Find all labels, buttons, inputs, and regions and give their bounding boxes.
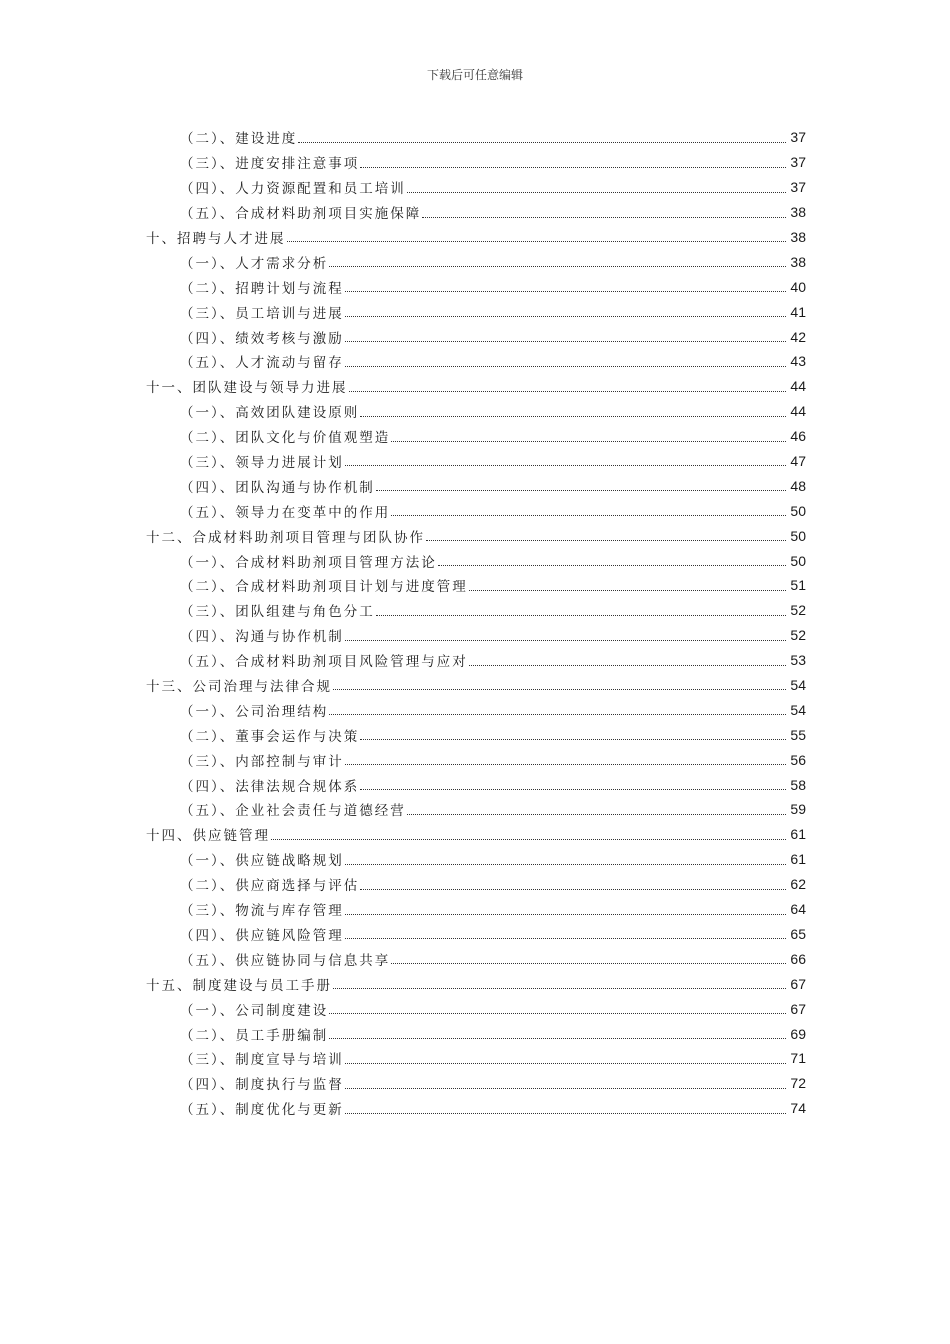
toc-section-entry[interactable] <box>0 946 806 971</box>
toc-entry-label: （四）、人力资源配置和员工培训 <box>180 181 406 198</box>
toc-chapter-entry[interactable] <box>0 374 806 399</box>
toc-dot-leader <box>345 938 786 939</box>
toc-entry-label: 十一、团队建设与领导力进展 <box>146 380 348 397</box>
toc-page-number: 67 <box>790 1000 806 1017</box>
toc-dot-leader <box>426 540 786 541</box>
toc-section-entry[interactable] <box>0 175 806 200</box>
toc-entry-label: （二）、建设进度 <box>180 131 298 148</box>
toc-section-entry[interactable] <box>0 200 806 225</box>
toc-page-number: 72 <box>790 1075 806 1092</box>
toc-section-entry[interactable] <box>0 1096 806 1121</box>
toc-section-entry[interactable] <box>0 1021 806 1046</box>
table-of-contents <box>0 125 806 1121</box>
toc-dot-leader <box>391 963 786 964</box>
toc-entry-label: （一）、人才需求分析 <box>180 255 329 272</box>
toc-entry-label: （五）、合成材料助剂项目实施保障 <box>180 206 422 223</box>
toc-dot-leader <box>407 814 786 815</box>
toc-dot-leader <box>345 316 786 317</box>
toc-entry-label: （二）、董事会运作与决策 <box>180 728 360 745</box>
toc-chapter-entry[interactable] <box>0 971 806 996</box>
toc-page-number: 52 <box>790 602 806 619</box>
toc-dot-leader <box>345 864 786 865</box>
toc-entry-label: （三）、内部控制与审计 <box>180 753 344 770</box>
toc-page-number: 40 <box>790 278 806 295</box>
toc-dot-leader <box>391 441 786 442</box>
toc-entry-label: （三）、物流与库存管理 <box>180 903 344 920</box>
toc-chapter-entry[interactable] <box>0 225 806 250</box>
toc-page-number: 51 <box>790 577 806 594</box>
toc-dot-leader <box>360 416 786 417</box>
toc-dot-leader <box>345 465 786 466</box>
toc-page-number: 62 <box>790 876 806 893</box>
toc-entry-label: （四）、法律法规合规体系 <box>180 778 360 795</box>
toc-entry-label: （一）、供应链战略规划 <box>180 853 344 870</box>
toc-page-number: 50 <box>790 502 806 519</box>
toc-section-entry[interactable] <box>0 598 806 623</box>
toc-page-number: 53 <box>790 652 806 669</box>
toc-dot-leader <box>345 291 786 292</box>
toc-section-entry[interactable] <box>0 125 806 150</box>
toc-entry-label: （四）、沟通与协作机制 <box>180 629 344 646</box>
toc-dot-leader <box>407 192 786 193</box>
toc-page-number: 38 <box>790 229 806 245</box>
toc-dot-leader <box>360 889 786 890</box>
toc-section-entry[interactable] <box>0 548 806 573</box>
toc-entry-label: （四）、团队沟通与协作机制 <box>180 479 375 496</box>
toc-entry-label: （五）、供应链协同与信息共享 <box>180 952 391 969</box>
toc-chapter-entry[interactable] <box>0 673 806 698</box>
toc-entry-label: （一）、合成材料助剂项目管理方法论 <box>180 554 437 571</box>
toc-entry-label: （二）、供应商选择与评估 <box>180 878 360 895</box>
toc-dot-leader <box>345 1113 786 1114</box>
toc-section-entry[interactable] <box>0 1071 806 1096</box>
toc-dot-leader <box>349 391 787 392</box>
toc-section-entry[interactable] <box>0 996 806 1021</box>
toc-section-entry[interactable] <box>0 274 806 299</box>
toc-page-number: 48 <box>790 477 806 494</box>
toc-dot-leader <box>298 142 786 143</box>
toc-dot-leader <box>360 789 786 790</box>
toc-dot-leader <box>345 1088 786 1089</box>
toc-dot-leader <box>329 266 786 267</box>
toc-dot-leader <box>333 988 786 989</box>
toc-entry-label: （四）、绩效考核与激励 <box>180 330 344 347</box>
toc-section-entry[interactable] <box>0 299 806 324</box>
toc-dot-leader <box>287 241 787 242</box>
toc-dot-leader <box>329 1038 786 1039</box>
toc-dot-leader <box>345 1063 786 1064</box>
toc-section-entry[interactable] <box>0 1046 806 1071</box>
toc-entry-label: （四）、制度执行与监督 <box>180 1077 344 1094</box>
toc-page-number: 43 <box>790 353 806 370</box>
toc-section-entry[interactable] <box>0 772 806 797</box>
toc-page-number: 64 <box>790 901 806 918</box>
toc-page-number: 61 <box>790 851 806 868</box>
toc-page-number: 74 <box>790 1100 806 1117</box>
toc-page-number: 54 <box>790 701 806 718</box>
toc-entry-label: （二）、员工手册编制 <box>180 1027 329 1044</box>
toc-page-number: 38 <box>790 253 806 270</box>
toc-dot-leader <box>345 764 786 765</box>
toc-entry-label: 十二、合成材料助剂项目管理与团队协作 <box>146 529 425 546</box>
toc-section-entry[interactable] <box>0 449 806 474</box>
toc-entry-label: 十四、供应链管理 <box>146 828 270 845</box>
toc-section-entry[interactable] <box>0 897 806 922</box>
toc-dot-leader <box>360 739 786 740</box>
toc-dot-leader <box>345 341 786 342</box>
toc-page-number: 37 <box>790 179 806 196</box>
toc-section-entry[interactable] <box>0 872 806 897</box>
toc-section-entry[interactable] <box>0 399 806 424</box>
toc-dot-leader <box>360 167 786 168</box>
toc-page-number: 37 <box>790 154 806 171</box>
toc-entry-label: （一）、高效团队建设原则 <box>180 405 360 422</box>
toc-chapter-entry[interactable] <box>0 822 806 847</box>
toc-page-number: 58 <box>790 776 806 793</box>
toc-dot-leader <box>376 615 786 616</box>
toc-page-number: 44 <box>790 403 806 420</box>
toc-dot-leader <box>469 590 786 591</box>
toc-entry-label: （二）、团队文化与价值观塑造 <box>180 430 391 447</box>
toc-section-entry[interactable] <box>0 473 806 498</box>
toc-section-entry[interactable] <box>0 747 806 772</box>
toc-dot-leader <box>469 665 786 666</box>
toc-page-number: 52 <box>790 627 806 644</box>
toc-page-number: 71 <box>790 1050 806 1067</box>
toc-dot-leader <box>438 565 786 566</box>
toc-section-entry[interactable] <box>0 697 806 722</box>
toc-page-number: 47 <box>790 453 806 470</box>
toc-page-number: 67 <box>790 975 806 992</box>
toc-page-number: 46 <box>790 428 806 445</box>
toc-section-entry[interactable] <box>0 648 806 673</box>
toc-dot-leader <box>345 914 786 915</box>
toc-section-entry[interactable] <box>0 150 806 175</box>
toc-page-number: 61 <box>790 826 806 843</box>
toc-section-entry[interactable] <box>0 847 806 872</box>
toc-dot-leader <box>329 714 786 715</box>
toc-page-number: 59 <box>790 801 806 818</box>
toc-entry-label: （五）、制度优化与更新 <box>180 1102 344 1119</box>
toc-section-entry[interactable] <box>0 722 806 747</box>
toc-dot-leader <box>333 689 786 690</box>
toc-page-number: 37 <box>790 129 806 146</box>
toc-page-number: 54 <box>790 677 806 694</box>
toc-section-entry[interactable] <box>0 623 806 648</box>
toc-entry-label: （一）、公司制度建设 <box>180 1002 329 1019</box>
toc-section-entry[interactable] <box>0 324 806 349</box>
toc-dot-leader <box>329 1013 786 1014</box>
toc-page-number: 69 <box>790 1025 806 1042</box>
toc-page-number: 44 <box>790 378 806 395</box>
toc-section-entry[interactable] <box>0 922 806 947</box>
toc-entry-label: 十、招聘与人才进展 <box>146 231 286 247</box>
toc-section-entry[interactable] <box>0 498 806 523</box>
toc-page-number: 50 <box>790 527 806 544</box>
toc-entry-label: （二）、合成材料助剂项目计划与进度管理 <box>180 579 468 596</box>
toc-dot-leader <box>391 515 786 516</box>
toc-dot-leader <box>422 217 786 218</box>
toc-entry-label: （三）、进度安排注意事项 <box>180 156 360 173</box>
toc-entry-label: （三）、团队组建与角色分工 <box>180 604 375 621</box>
toc-chapter-entry[interactable] <box>0 523 806 548</box>
toc-entry-label: （五）、合成材料助剂项目风险管理与应对 <box>180 654 468 671</box>
toc-entry-label: （五）、企业社会责任与道德经营 <box>180 803 406 820</box>
toc-entry-label: （三）、员工培训与进展 <box>180 305 344 322</box>
toc-section-entry[interactable] <box>0 573 806 598</box>
toc-page-number: 55 <box>790 726 806 743</box>
toc-dot-leader <box>271 839 786 840</box>
toc-section-entry[interactable] <box>0 249 806 274</box>
toc-dot-leader <box>376 490 786 491</box>
toc-entry-label: （二）、招聘计划与流程 <box>180 280 344 297</box>
toc-entry-label: （三）、制度宣导与培训 <box>180 1052 344 1069</box>
toc-entry-label: （四）、供应链风险管理 <box>180 927 344 944</box>
toc-dot-leader <box>345 640 786 641</box>
toc-page-number: 42 <box>790 328 806 345</box>
toc-entry-label: （五）、领导力在变革中的作用 <box>180 504 391 521</box>
toc-entry-label: （一）、公司治理结构 <box>180 703 329 720</box>
toc-section-entry[interactable] <box>0 797 806 822</box>
toc-entry-label: （三）、领导力进展计划 <box>180 455 344 472</box>
toc-section-entry[interactable] <box>0 424 806 449</box>
toc-page-number: 38 <box>790 204 806 221</box>
toc-entry-label: 十五、制度建设与员工手册 <box>146 977 332 994</box>
toc-page-number: 66 <box>790 950 806 967</box>
toc-page-number: 56 <box>790 751 806 768</box>
toc-page-number: 50 <box>790 552 806 569</box>
page-header: 下载后可任意编辑 <box>426 68 523 82</box>
toc-page-number: 41 <box>790 303 806 320</box>
toc-dot-leader <box>345 366 786 367</box>
toc-entry-label: 十三、公司治理与法律合规 <box>146 679 332 696</box>
toc-entry-label: （五）、人才流动与留存 <box>180 355 344 372</box>
toc-page-number: 65 <box>790 925 806 942</box>
toc-section-entry[interactable] <box>0 349 806 374</box>
